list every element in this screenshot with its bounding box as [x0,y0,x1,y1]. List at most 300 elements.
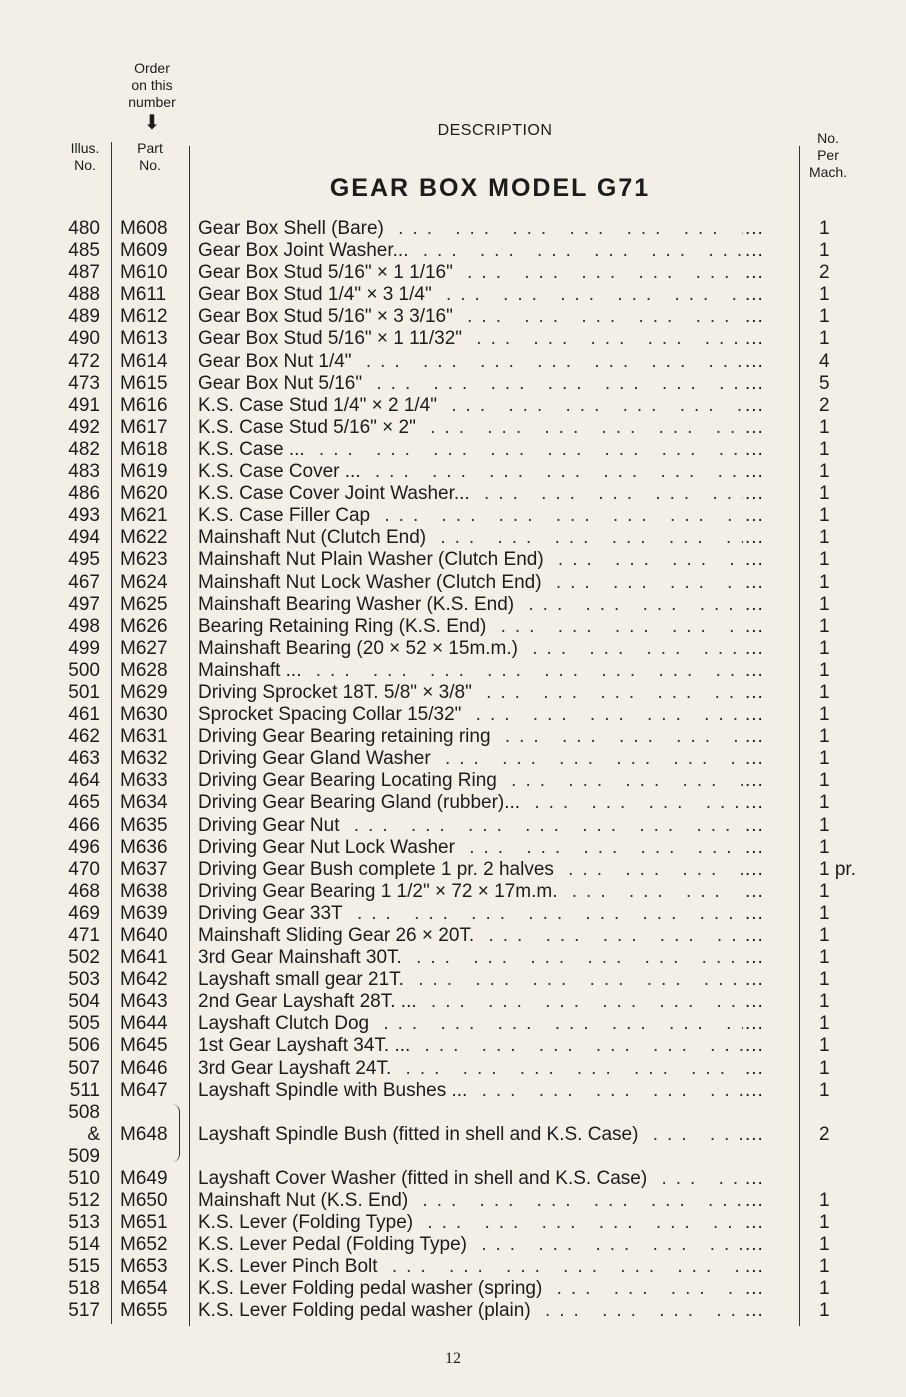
part-number: M639 [120,902,168,924]
part-description: K.S. Case Filler Cap ... . [198,505,743,527]
quantity-cell: ... [745,1167,764,1189]
part-description: K.S. Case Cover ... ... . [198,461,743,483]
part-number: M651 [120,1211,168,1233]
quantity-value: 1 [819,1013,830,1035]
part-description: Driving Gear Nut Lock Washer ... . [198,837,743,859]
quantity-cell: ... 1 [745,240,830,262]
illus-number: 463 [68,748,100,770]
quantity-value: 1 [819,902,830,924]
table-row [0,351,906,373]
illus-number: 495 [68,549,100,571]
part-number: M625 [120,593,168,615]
table-row [0,682,906,704]
part-description: K.S. Lever (Folding Type) ... . [198,1212,743,1234]
quantity-value: 1 [819,1256,830,1278]
quantity-value: 1 [819,240,830,262]
quantity-cell: ... 1 [745,328,830,350]
table-row [0,1013,906,1035]
illus-number: 507 [68,1057,100,1079]
quantity-value: 1 [819,218,830,239]
part-description: Layshaft small gear 21T. ... . [198,969,743,991]
table-row [0,903,906,925]
quantity-cell: ... 1 [745,1234,830,1256]
part-number: M630 [120,704,168,726]
per-mach-header-line-2: Per [817,147,839,163]
part-no-header [118,140,182,174]
part-description: Gear Box Stud 1/4" × 3 1/4" ... . [198,284,743,306]
quantity-value: 2 [819,1123,830,1145]
illus-number: 470 [68,858,100,880]
part-description: Mainshaft ... ... . [198,660,743,682]
part-number: M653 [120,1256,168,1278]
part-number: M641 [120,947,168,969]
part-number: M617 [120,416,168,438]
table-row [0,1234,906,1256]
part-number: M640 [120,925,168,946]
table-row [0,969,906,991]
illus-number: 496 [68,836,100,858]
quantity-value: 1 [819,991,830,1013]
part-number: M636 [120,836,168,858]
table-row [0,549,906,571]
quantity-value: 1 [819,969,830,991]
quantity-value: 5 [819,372,830,394]
part-description: Mainshaft Nut (Clutch End) ... . [198,527,743,549]
part-description: Gear Box Joint Washer... ... . [198,240,743,262]
part-number: M628 [120,659,168,681]
part-description: Layshaft Spindle Bush (fitted in shell and K.S. Case) ... . [198,1124,743,1146]
illus-number: 489 [68,306,100,328]
table-row [0,594,906,616]
arrow-down-icon: ⬇ [143,112,161,134]
table-row [0,660,906,682]
quantity-cell: ... 1 [745,969,830,991]
table-row [0,505,906,527]
illus-number-line: 509 [68,1145,100,1167]
part-number: M643 [120,991,168,1013]
illus-number: 504 [68,991,100,1013]
illus-number: 471 [68,925,100,946]
quantity-cell: ... 1 [745,792,830,814]
illus-number: 465 [68,792,100,814]
illus-number: 512 [68,1189,100,1211]
part-description: Driving Gear Bearing retaining ring ... . [198,726,743,748]
quantity-cell: ... 5 [745,372,830,394]
table-row [0,616,906,638]
quantity-value: 1 [819,704,830,726]
part-description: Mainshaft Nut Lock Washer (Clutch End) ... . [198,572,743,594]
order-note-line-2: on this [131,77,173,93]
illus-number: 468 [68,880,100,902]
quantity-value: 1 [819,792,830,814]
part-description: K.S. Case Stud 5/16" × 2" ... . [198,417,743,439]
illus-number [58,1102,100,1168]
quantity-cell: ... 1 [745,284,830,306]
quantity-value: 1 [819,681,830,703]
part-description: Mainshaft Nut (K.S. End) ... . [198,1190,743,1212]
part-description: K.S. Lever Pinch Bolt ... . [198,1256,743,1278]
part-description: K.S. Lever Folding pedal washer (spring) ... . [198,1278,743,1300]
part-description: K.S. Case Cover Joint Washer... ... . [198,483,743,505]
part-number: M619 [120,461,168,483]
illus-number: 506 [68,1035,100,1057]
table-row [0,726,906,748]
part-number: M638 [120,880,168,902]
part-number: M626 [120,615,168,637]
quantity-value: 4 [819,350,830,372]
table-row [0,1035,906,1057]
quantity-value: 1 [819,1189,830,1211]
quantity-cell: ... 1 [745,1211,830,1233]
part-number: M609 [120,240,168,262]
order-note-line-1: Order [134,60,170,76]
page-number: 12 [445,1350,461,1367]
quantity-cell: ... 2 [745,1123,830,1145]
part-description: Driving Gear Bush complete 1 pr. 2 halves ... . [198,859,743,881]
part-number: M613 [120,328,168,350]
illus-number: 518 [68,1278,100,1300]
table-row [0,306,906,328]
quantity-value: 1 [819,1211,830,1233]
part-description: Gear Box Stud 5/16" × 3 3/16" ... . [198,306,743,328]
quantity-cell: ... 1 [745,1278,830,1300]
quantity-value: 1 [819,328,830,350]
per-mach-header-line-1: No. [817,130,839,146]
quantity-value: 1 [819,593,830,615]
part-description: Mainshaft Sliding Gear 26 × 20T. ... . [198,925,743,947]
illus-number: 461 [68,704,100,726]
part-number: M633 [120,770,168,792]
part-description: Layshaft Spindle with Bushes ... ... . [198,1080,743,1102]
parts-table [0,218,906,1322]
part-number: M621 [120,505,168,527]
part-description: Driving Gear Bearing Gland (rubber)... ... . [198,792,743,814]
quantity-value: 1 [819,748,830,770]
quantity-cell: ... 1 [745,461,830,483]
part-description: Bearing Retaining Ring (K.S. End) ... . [198,616,743,638]
illus-number: 502 [68,947,100,969]
quantity-value: 1 [819,438,830,460]
illus-number: 501 [68,681,100,703]
quantity-cell: ... 1 pr. [745,858,856,880]
quantity-cell: ... 1 [745,1189,830,1211]
illus-number: 517 [68,1300,100,1322]
illus-number: 498 [68,615,100,637]
illus-number: 515 [68,1256,100,1278]
quantity-value: 1 [819,549,830,571]
illus-number: 469 [68,902,100,924]
table-row [0,284,906,306]
part-no-header-line-2: No. [139,157,161,173]
quantity-value: 1 [819,1278,830,1300]
order-note-line-3: number [128,94,176,110]
part-description: Driving Gear Gland Washer ... . [198,748,743,770]
part-number: M637 [120,858,168,880]
illus-number-line: 508 [68,1101,100,1123]
illus-number: 510 [68,1167,100,1189]
table-row [0,461,906,483]
table-row [0,1168,906,1190]
part-number: M624 [120,571,168,593]
part-number: M631 [120,726,168,748]
quantity-value: 1 [819,814,830,836]
part-number: M627 [120,637,168,659]
part-description: Gear Box Nut 5/16" ... . [198,373,743,395]
quantity-cell: ... 1 [745,902,830,924]
part-number: M620 [120,483,168,505]
table-row [0,770,906,792]
quantity-value: 1 [819,483,830,505]
illus-number: 494 [68,527,100,549]
illus-number: 505 [68,1013,100,1035]
part-description: K.S. Lever Pedal (Folding Type) ... . [198,1234,743,1256]
description-header: DESCRIPTION [437,122,553,139]
quantity-cell: ... 1 [745,704,830,726]
part-number: M616 [120,394,168,416]
section-title: GEAR BOX MODEL G71 [329,174,651,202]
illus-number: 464 [68,770,100,792]
part-number: M615 [120,372,168,394]
part-number: M655 [120,1300,168,1322]
quantity-value: 1 [819,1234,830,1256]
part-number: M650 [120,1189,168,1211]
illus-number: 483 [68,461,100,483]
quantity-value: 1 [819,615,830,637]
quantity-value: 1 [819,925,830,946]
illus-number: 482 [68,438,100,460]
quantity-cell: ... 1 [745,1256,830,1278]
part-number: M622 [120,527,168,549]
quantity-cell: ... 1 [745,836,830,858]
quantity-cell: ... 1 [745,1057,830,1079]
table-row [0,328,906,350]
quantity-cell: ... 2 [745,394,830,416]
illus-number: 503 [68,969,100,991]
illus-number: 492 [68,416,100,438]
illus-number: 493 [68,505,100,527]
quantity-value: 1 [819,1079,830,1101]
part-description: K.S. Case Stud 1/4" × 2 1/4" ... . [198,395,743,417]
table-row [0,1190,906,1212]
quantity-value: 1 [819,461,830,483]
illus-number: 485 [68,240,100,262]
table-row [0,1058,906,1080]
part-number: M612 [120,306,168,328]
quantity-cell: ... 1 [745,659,830,681]
illus-number: 488 [68,284,100,306]
part-number: M623 [120,549,168,571]
illus-number: 490 [68,328,100,350]
quantity-cell: ... 1 [745,880,830,902]
part-description: Sprocket Spacing Collar 15/32" ... . [198,704,743,726]
illus-number: 487 [68,262,100,284]
part-description: Driving Gear Nut ... . [198,815,743,837]
quantity-value: 1 [819,306,830,328]
quantity-cell: ... 1 [745,925,830,946]
part-description: Layshaft Clutch Dog ... . [198,1013,743,1035]
part-description: Driving Gear Bearing 1 1/2" × 72 × 17m.m. ... . [198,881,743,903]
part-no-header-line-1: Part [137,140,163,156]
quantity-value: 1 [819,770,830,792]
part-number: M645 [120,1035,168,1057]
part-description: Driving Gear Bearing Locating Ring ... . [198,770,743,792]
illus-number: 473 [68,372,100,394]
part-description: K.S. Lever Folding pedal washer (plain) ... . [198,1300,743,1322]
quantity-cell: ... 1 [745,218,830,239]
quantity-value: 1 [819,726,830,748]
part-description: Mainshaft Bearing (20 × 52 × 15m.m.) ... . [198,638,743,660]
part-description: 1st Gear Layshaft 34T. ... ... . [198,1035,743,1057]
quantity-cell: ... 4 [745,350,830,372]
part-description: 3rd Gear Layshaft 24T. ... . [198,1058,743,1080]
quantity-cell: ... 1 [745,637,830,659]
part-number: M646 [120,1057,168,1079]
quantity-value: 1 [819,637,830,659]
part-description: K.S. Case ... ... . [198,439,743,461]
part-description: Mainshaft Nut Plain Washer (Clutch End) ... . [198,549,743,571]
illus-number: 514 [68,1234,100,1256]
illus-number: 500 [68,659,100,681]
part-number: M632 [120,748,168,770]
part-number: M652 [120,1234,168,1256]
quantity-cell: ... 1 [745,615,830,637]
quantity-value: 1 [819,416,830,438]
illus-number: 472 [68,350,100,372]
illus-number: 497 [68,593,100,615]
part-number: M634 [120,792,168,814]
table-row [0,262,906,284]
table-row [0,1256,906,1278]
part-description: Gear Box Stud 5/16" × 1 1/16" ... . [198,262,743,284]
illus-number: 491 [68,394,100,416]
table-row [0,947,906,969]
illus-number-line: & [87,1123,100,1145]
quantity-cell: ... 1 [745,726,830,748]
quantity-cell: ... 1 [745,527,830,549]
quantity-cell: ... 1 [745,1035,830,1057]
quantity-cell: ... 1 [745,681,830,703]
quantity-value: 1 [819,659,830,681]
quantity-cell: ... 1 [745,991,830,1013]
table-row [0,240,906,262]
quantity-cell: ... 1 [745,306,830,328]
quantity-cell: ... 1 [745,1300,830,1322]
illus-no-header-line-2: No. [74,157,96,173]
table-row [0,1102,906,1168]
part-description: Driving Gear 33T ... . [198,903,743,925]
part-number: M618 [120,438,168,460]
quantity-cell: ... 1 [745,1013,830,1035]
illus-no-header [60,140,110,174]
part-number: M608 [120,218,168,239]
per-mach-header [798,130,858,181]
quantity-value: 1 [819,505,830,527]
quantity-value: 1 [819,1300,830,1322]
grouping-brace [171,1104,180,1162]
table-row [0,1278,906,1300]
quantity-value: 1 [819,880,830,902]
part-description: Gear Box Nut 1/4" ... . [198,351,743,373]
quantity-value: 1 [819,284,830,306]
quantity-cell: ... 1 [745,947,830,969]
quantity-cell: ... 1 [745,1079,830,1101]
quantity-cell: ... 1 [745,593,830,615]
table-row [0,837,906,859]
quantity-value: 1 [819,527,830,549]
table-row [0,704,906,726]
table-row [0,417,906,439]
table-row [0,527,906,549]
quantity-cell: ... 1 [745,748,830,770]
part-description: Mainshaft Bearing Washer (K.S. End) ... . [198,594,743,616]
part-description: 2nd Gear Layshaft 28T. ... ... . [198,991,743,1013]
table-row [0,373,906,395]
table-row [0,925,906,947]
quantity-value: 1 [819,947,830,969]
table-row [0,395,906,417]
table-row [0,859,906,881]
illus-number: 480 [68,218,100,239]
part-description: Layshaft Cover Washer (fitted in shell and K.S. Case) ... . [198,1168,743,1190]
part-number: M649 [120,1167,168,1189]
part-number: M648 [120,1123,168,1145]
table-row [0,483,906,505]
quantity-cell: ... 1 [745,571,830,593]
table-row [0,1212,906,1234]
quantity-cell: ... 1 [745,549,830,571]
quantity-value: 1 [819,1035,830,1057]
table-row [0,1080,906,1102]
illus-number: 462 [68,726,100,748]
table-row [0,1300,906,1322]
quantity-cell: ... 2 [745,262,830,284]
quantity-value: 1 [819,836,830,858]
illus-number: 511 [69,1079,100,1101]
quantity-cell: ... 1 [745,483,830,505]
table-row [0,748,906,770]
quantity-value: 1 [819,571,830,593]
part-number: M614 [120,350,168,372]
illus-number: 499 [68,637,100,659]
illus-number: 466 [68,814,100,836]
quantity-value: 1 pr. [819,858,856,880]
table-row [0,218,906,240]
part-number: M610 [120,262,168,284]
part-number: M644 [120,1013,168,1035]
part-number: M642 [120,969,168,991]
part-number: M611 [120,284,167,306]
illus-number: 513 [68,1211,100,1233]
part-number: M647 [120,1079,168,1101]
quantity-cell: ... 1 [745,814,830,836]
part-description: Gear Box Stud 5/16" × 1 11/32" ... . [198,328,743,350]
table-row [0,572,906,594]
table-row [0,439,906,461]
per-mach-header-line-3: Mach. [808,164,848,180]
table-row [0,638,906,660]
illus-no-header-line-1: Illus. [70,140,100,156]
illus-number: 467 [68,571,100,593]
quantity-cell: ... 1 [745,438,830,460]
part-number: M635 [120,814,168,836]
part-description: Gear Box Shell (Bare) ... . [198,218,743,240]
table-row [0,815,906,837]
quantity-cell: ... 1 [745,770,830,792]
part-number: M654 [120,1278,168,1300]
table-row [0,792,906,814]
table-row [0,881,906,903]
part-description: 3rd Gear Mainshaft 30T. ... . [198,947,743,969]
